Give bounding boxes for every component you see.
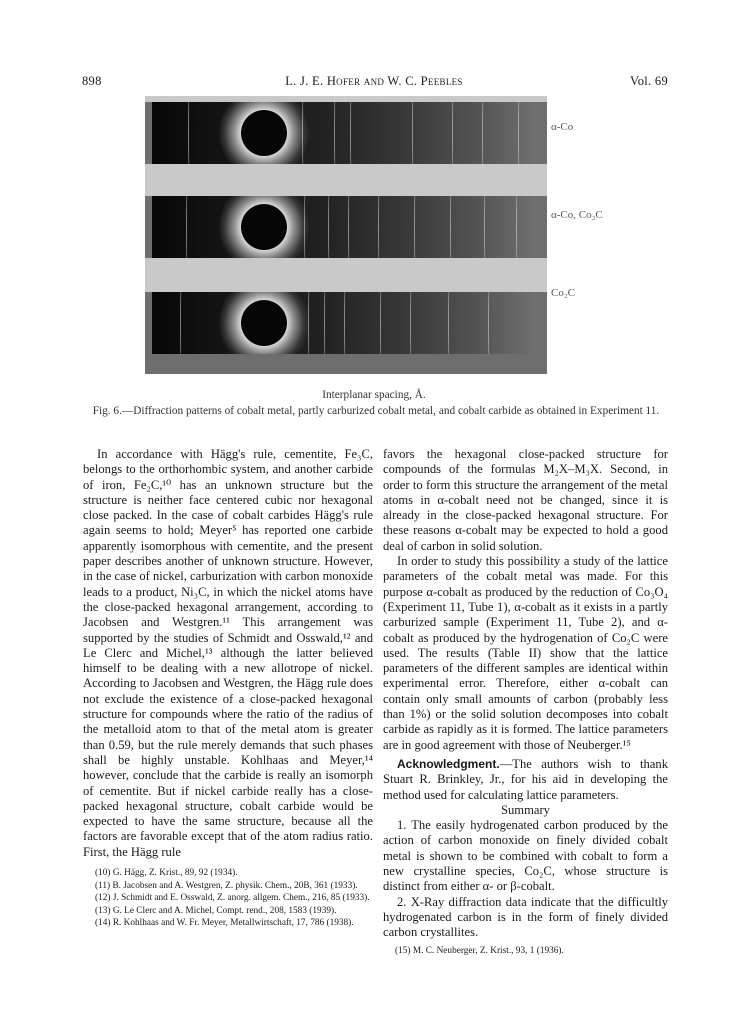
summary-item: 1. The easily hydrogenated carbon produced by the action of carbon monoxide on finely divided cobalt metal is shown to be combined with cobalt to form a new crystalline species, Co₂C, whose structure is distinct from either α- or β-cobalt. (383, 818, 668, 894)
footnote: (15) M. C. Neuberger, Z. Krist., 93, 1 (1936). (395, 945, 564, 956)
diffraction-strip-alpha-cobalt (152, 102, 536, 164)
diffraction-strip-partly-carburized (152, 196, 536, 258)
right-column (383, 447, 668, 957)
strip-label-alpha-cobalt: α-Co (551, 121, 574, 133)
strip-label-cobalt-carbide: Co₂C (551, 287, 576, 299)
footnote: (13) G. Le Clerc and A. Michel, Compt. rend., 208, 1583 (1939). (95, 905, 337, 916)
figure-caption: Fig. 6.—Diffraction patterns of cobalt metal, partly carburized cobalt metal, and cobalt carbide as obtained in Experiment 11. (92, 405, 660, 417)
acknowledgment-text: —The authors wish to thank Stuart R. Brinkley, Jr., for his aid in developing the method used for calculating lattice parameters. (383, 756, 668, 802)
strip-label-partly-carburized: α-Co, Co₂C (551, 209, 603, 221)
volume-number: Vol. 69 (630, 74, 668, 88)
page-number: 898 (82, 74, 102, 88)
figure-axis-label: Interplanar spacing, Å. (322, 389, 426, 401)
footnotes-left (83, 867, 373, 930)
summary-heading: Summary (501, 802, 550, 817)
footnote: (12) J. Schmidt and E. Osswald, Z. anorg. allgem. Chem., 216, 85 (1933). (95, 893, 370, 904)
summary-item: 2. X-Ray diffraction data indicate that the difficultly hydrogenated carbon is in the form of finely divided carbon crystallites. (383, 894, 668, 940)
body-paragraph: favors the hexagonal close-packed structure for compounds of the formulas M₂X–M₃X. Second, in order to form this structure the arrangement of the metal atoms in α-cobalt need not be changed, since it is already in the close-packed hexagonal structure. For these reasons α-cobalt may be expected to hold a good deal of carbon in solid solution. (383, 447, 668, 553)
diffraction-strip-cobalt-carbide (152, 292, 536, 354)
left-column (83, 447, 373, 930)
footnote: (11) B. Jacobsen and A. Westgren, Z. physik. Chem., 20B, 361 (1933). (95, 880, 358, 891)
acknowledgment (383, 757, 668, 803)
footnotes-right (383, 945, 668, 958)
body-paragraph: In order to study this possibility a study of the lattice parameters of the cobalt metal was made. For this purpose α-cobalt as produced by the reduction of Co₃O₄ (Experiment 11, Tube 1), α-cobalt as it exists in a partly carburized sample (Experiment 11, Tube 2), and α-cobalt as produced by the hydrogenation of Co₂C were used. The results (Table II) show that the lattice parameters of the different samples are identical within experimental error. Therefore, either α-cobalt can contain only small amounts of carbon (probably less than 1%) or the solid solution decomposes into cobalt carbide as rapidly as it is formed. The lattice parameters are in good agreement with those of Neuberger.¹⁵ (383, 554, 668, 752)
diffraction-figure (145, 96, 547, 374)
body-paragraph: In accordance with Hägg's rule, cementite, Fe₃C, belongs to the orthorhombic system, and another carbide of iron, Fe₂C,¹⁰ has an unknown structure but the structure is neither face centered cubic nor hexagonal close packed. In the case of cobalt carbides Hägg's rule again seems to hold; Meyer⁵ has reported one carbide apparently isomorphous with cementite, and the present paper describes another of unknown structure. However, in the case of nickel, carburization with carbon monoxide leads to a product, Ni₃C, in which the nickel atoms have the close-packed hexagonal arrangement, according to Jacobsen and Westgren.¹¹ This arrangement was supported by the studies of Schmidt and Osswald,¹² and Le Clerc and Michel,¹³ although the latter believed himself to be dealing with a new allotrope of nickel. According to Jacobsen and Westgren, the Hägg rule does not exclude the existence of a close-packed hexagonal structure for compounds where the ratio of the radius of the metalloid atom to that of the metal atom is greater than 0.59, but the rule merely demands that such phases shall be highly unstable. Kohlhaas and Meyer,¹⁴ however, conclude that the carbide is really an isomorph of cementite. But if nickel carbide really has a close-packed hexagonal structure, cobalt carbide would be expected to have the same structure, because all the factors are favorable except that of the atom radius ratio. First, the Hägg rule (83, 447, 373, 859)
footnote: (14) R. Kohlhaas and W. Fr. Meyer, Metallwirtschaft, 17, 786 (1938). (95, 918, 354, 929)
footnote: (10) G. Hägg, Z. Krist., 89, 92 (1934). (95, 868, 238, 879)
running-header-authors: L. J. E. Hofer and W. C. Peebles (285, 74, 463, 88)
acknowledgment-heading: Acknowledgment. (397, 756, 500, 771)
